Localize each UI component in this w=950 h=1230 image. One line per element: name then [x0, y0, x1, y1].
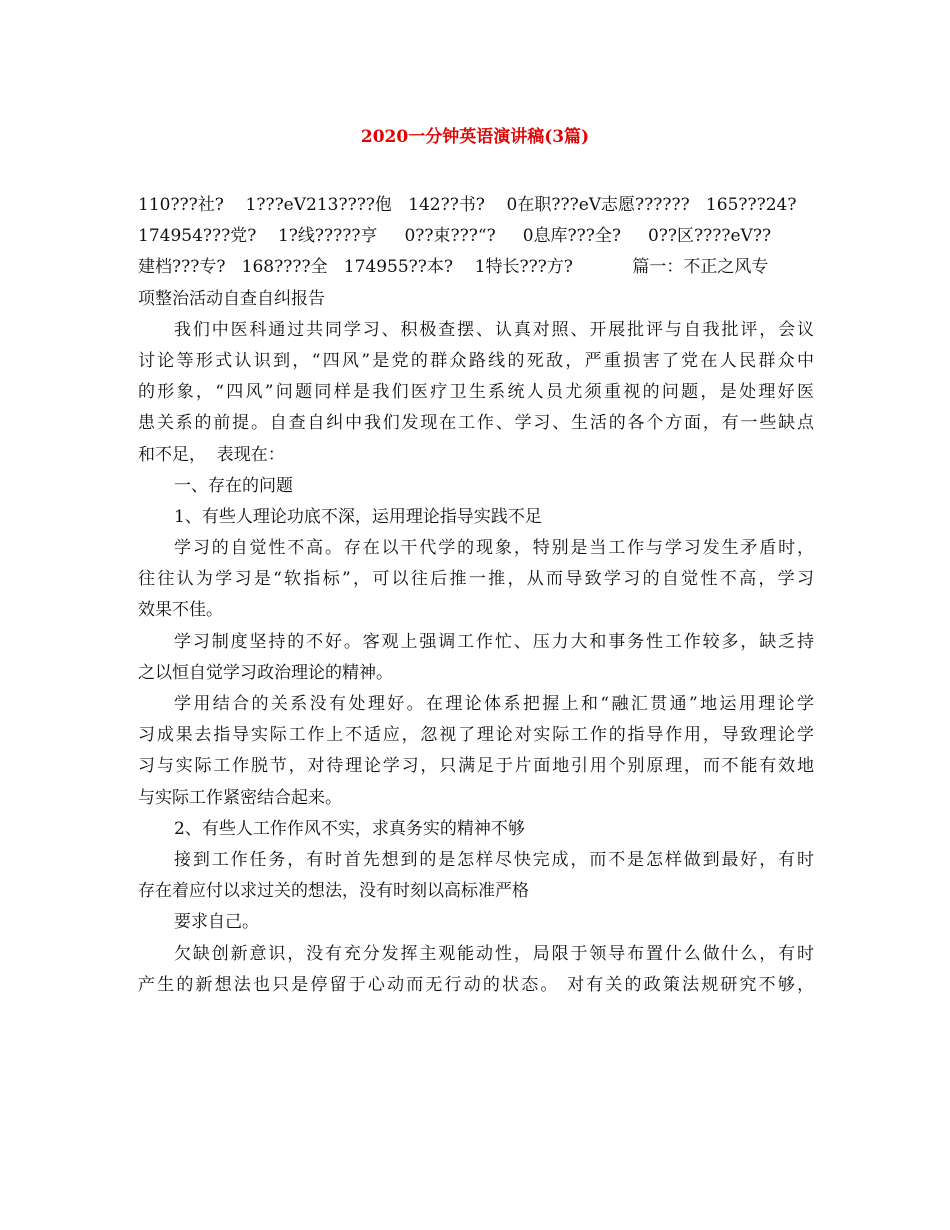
text-line: 之以恒自觉学习政治理论的精神。 — [138, 662, 393, 683]
text-line: 1、有些人理论功底不深，运用理论指导实践不足 — [174, 506, 542, 527]
text-line: 接到工作任务，有时首先想到的是怎样尽快完成，而不是怎样做到最好，有时 — [174, 849, 814, 870]
text-line: 与实际工作紧密结合起来。 — [138, 787, 342, 808]
text-line: 的形象，“四风”问题同样是我们医疗卫生系统人员尤须重视的问题，是处理好医 — [138, 382, 814, 403]
text-line: 学习的自觉性不高。存在以干代学的现象，特别是当工作与学习发生矛盾时， — [174, 538, 814, 559]
text-line: 174954???党? 1?线?????亨 0??束???“? 0息库???全? 0??区????eV?? — [138, 226, 772, 247]
text-line: 学习制度坚持的不好。客观上强调工作忙、压力大和事务性工作较多，缺乏持 — [174, 631, 814, 652]
text-line: 往往认为学习是“软指标”，可以往后推一推，从而导致学习的自觉性不高，学习 — [138, 569, 814, 590]
text-line: 一、存在的问题 — [174, 475, 293, 496]
text-line: 2、有些人工作作风不实，求真务实的精神不够 — [174, 818, 525, 839]
text-line: 110???社? 1???eV213????佨 142??书? 0在职???eV志愿?????? 165???24? — [138, 195, 797, 215]
text-line: 项整治活动自查自纠报告 — [138, 288, 325, 309]
text-line: 要求自己。 — [174, 912, 259, 933]
text-line: 习与实际工作脱节，对待理论学习，只满足于片面地引用个别原理，而不能有效地 — [138, 756, 814, 777]
text-line: 效果不佳。 — [138, 600, 223, 621]
text-line: 我们中医科通过共同学习、积极查摆、认真对照、开展批评与自我批评，会议 — [174, 319, 814, 340]
text-line: 学用结合的关系没有处理好。在理论体系把握上和“融汇贯通”地运用理论学 — [174, 694, 814, 714]
text-line: 产生的新想法也只是停留于心动而无行动的状态。 对有关的政策法规研究不够， — [138, 974, 814, 995]
document-body — [138, 190, 814, 1001]
text-line: 存在着应付以求过关的想法，没有时刻以高标准严格 — [138, 881, 529, 902]
text-line: 建档???专? 168????全 174955??本? 1特长???方? 篇一：不正之风专 — [138, 257, 769, 278]
document-title: 2020一分钟英语演讲稿(3篇) — [360, 127, 590, 147]
text-line: 讨论等形式认识到，“四风”是党的群众路线的死敌，严重损害了党在人民群众中 — [138, 350, 814, 371]
text-line: 欠缺创新意识，没有充分发挥主观能动性，局限于领导布置什么做什么，有时 — [174, 943, 814, 964]
text-line: 和不足， 表现在： — [138, 444, 285, 465]
text-line: 习成果去指导实际工作上不适应，忽视了理论对实际工作的指导作用，导致理论学 — [138, 725, 814, 746]
text-line: 患关系的前提。自查自纠中我们发现在工作、学习、生活的各个方面，有一些缺点 — [138, 413, 814, 434]
